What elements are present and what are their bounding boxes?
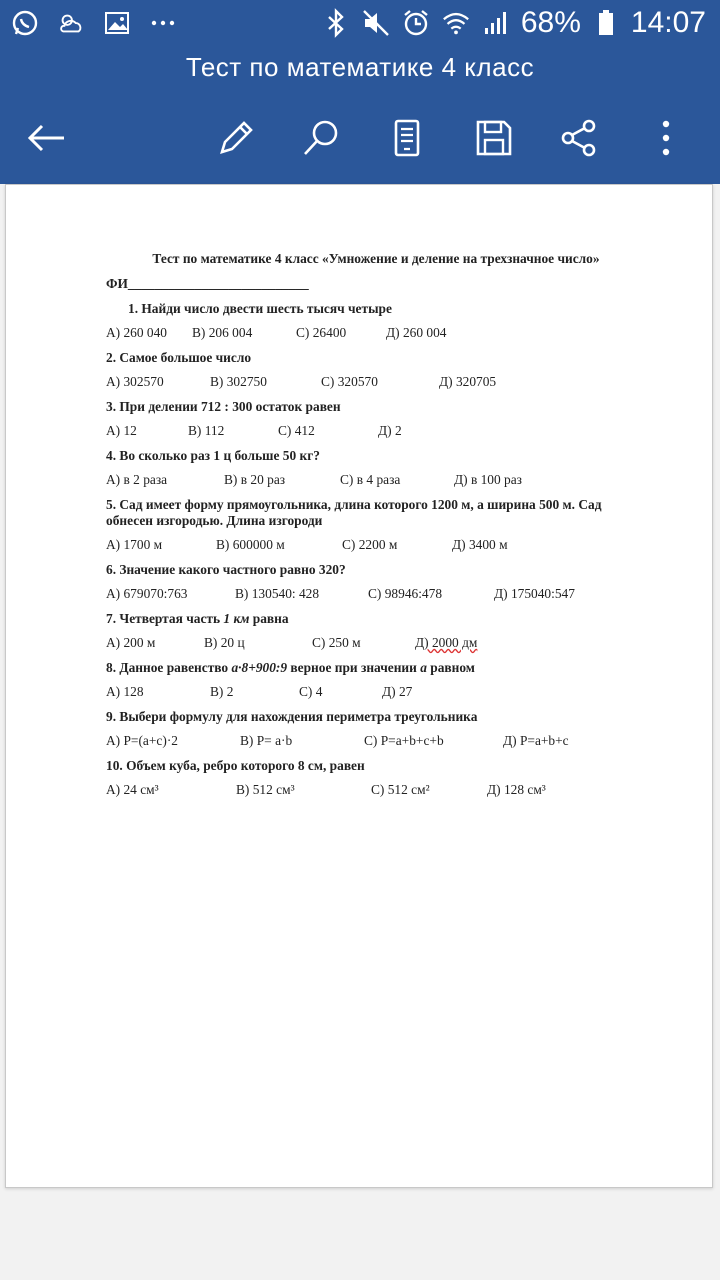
- save-button[interactable]: [472, 116, 516, 160]
- answer-option: А) 200 м: [106, 635, 156, 650]
- question-label: 3. При делении 712 : 300 остаток равен: [106, 399, 341, 414]
- question-text: [106, 611, 646, 627]
- more-vertical-icon: [660, 118, 672, 158]
- question-label: 1. Найди число двести шесть тысяч четыре: [128, 301, 392, 316]
- bluetooth-icon: [321, 8, 351, 38]
- answer-options: [106, 325, 646, 341]
- answer-option: А) 24 см³: [106, 782, 159, 797]
- answer-option: В) 206 004: [192, 325, 253, 340]
- answer-option: С) 412: [278, 423, 315, 438]
- alarm-icon: [401, 8, 431, 38]
- question-fragment: 7. Четвертая часть: [106, 611, 224, 626]
- mobile-view-icon: [392, 118, 422, 158]
- question-text: [106, 399, 646, 415]
- more-notifications-icon: [148, 8, 178, 38]
- answer-option: А) в 2 раза: [106, 472, 168, 487]
- back-button[interactable]: [24, 116, 68, 160]
- answer-option: Д) 128 см³: [487, 782, 546, 797]
- answer-option: В) 130540: 428: [235, 586, 320, 601]
- answer-option: В) в 20 раз: [224, 472, 286, 487]
- answer-option: А) Р=(а+с)·2: [106, 733, 178, 748]
- answer-option: С) 512 см²: [371, 782, 430, 797]
- mute-icon: [361, 8, 391, 38]
- share-icon: [559, 118, 599, 158]
- document-content: [106, 251, 646, 807]
- document-title-header: Тест по математике 4 класс: [185, 52, 535, 82]
- answer-options: [106, 586, 646, 602]
- question-text: [106, 350, 646, 366]
- answer-option: В) 600000 м: [216, 537, 285, 552]
- question-text: [106, 758, 646, 774]
- battery-percent: 68%: [520, 6, 581, 39]
- question-text: [106, 497, 646, 529]
- status-bar: [0, 0, 720, 50]
- answer-option: С) 4: [299, 684, 323, 699]
- question-label: 9. Выбери формулу для нахождения периметра треугольника: [106, 709, 478, 724]
- question-fragment: равном: [426, 660, 475, 675]
- clock: 14:07: [630, 6, 706, 39]
- question-label: 4. Во сколько раз 1 ц больше 50 кг?: [106, 448, 320, 463]
- answer-options: [106, 782, 646, 798]
- question-label: 10. Объем куба, ребро которого 8 см, равен: [106, 758, 365, 773]
- answer-options: [106, 537, 646, 553]
- answer-option: В) 20 ц: [204, 635, 245, 650]
- answer-option: Д) 3400 м: [452, 537, 508, 552]
- signal-icon: [481, 8, 511, 38]
- questions-list: [106, 301, 646, 798]
- back-arrow-icon: [26, 123, 66, 153]
- answer-option: Д) 2: [378, 423, 402, 438]
- question-label: [106, 660, 475, 675]
- mobile-view-button[interactable]: [385, 116, 429, 160]
- name-field-label: ФИ___________________________: [106, 276, 309, 291]
- answer-options: [106, 684, 646, 700]
- search-icon: [301, 118, 341, 158]
- pencil-icon: [216, 118, 256, 158]
- answer-option: С) 320570: [321, 374, 378, 389]
- toolbar: [0, 108, 720, 168]
- question-formula: 1 км: [223, 611, 250, 626]
- answer-option: А) 128: [106, 684, 144, 699]
- answer-options: [106, 374, 646, 390]
- question-label: [106, 611, 289, 626]
- answer-option: В) 112: [188, 423, 225, 438]
- question-label: 6. Значение какого частного равно 320?: [106, 562, 346, 577]
- answer-option: С) 98946:478: [368, 586, 443, 601]
- document-page[interactable]: [5, 184, 713, 1188]
- answer-options: [106, 472, 646, 488]
- answer-option: С) 2200 м: [342, 537, 398, 552]
- answer-option: В) 2: [210, 684, 234, 699]
- answer-option: В) Р= а·b: [240, 733, 293, 748]
- answer-option: В) 302750: [210, 374, 267, 389]
- question-text: [106, 301, 646, 317]
- answer-option: С) 26400: [296, 325, 347, 340]
- more-options-button[interactable]: [644, 116, 688, 160]
- answer-option: А) 12: [106, 423, 137, 438]
- answer-options: [106, 423, 646, 439]
- answer-option: С) 250 м: [312, 635, 361, 650]
- question-label: 5. Сад имеет форму прямоугольника, длина которого 1200 м, а ширина 500 м. Сад обнесен изгородью. Длина изгороди: [106, 497, 602, 528]
- answer-option: Д) 320705: [439, 374, 497, 389]
- answer-option: Д) 2000 дм: [415, 635, 478, 650]
- question-fragment: 8. Данное равенство: [106, 660, 232, 675]
- answer-options: [106, 733, 646, 749]
- battery-icon: [591, 8, 621, 38]
- question-fragment: верное при значении: [287, 660, 421, 675]
- app-bar: [0, 0, 720, 184]
- search-button[interactable]: [299, 116, 343, 160]
- question-label: 2. Самое большое число: [106, 350, 252, 365]
- share-button[interactable]: [557, 116, 601, 160]
- answer-option: С) в 4 раза: [340, 472, 401, 487]
- question-text: [106, 660, 646, 676]
- question-text: [106, 709, 646, 725]
- weather-icon: [56, 8, 86, 38]
- whatsapp-icon: [10, 8, 40, 38]
- wifi-icon: [441, 8, 471, 38]
- answer-option: Д) Р=а+b+с: [503, 733, 569, 748]
- answer-option: С) Р=а+b+с+b: [364, 733, 444, 748]
- answer-options: [106, 635, 646, 651]
- test-title: Тест по математике 4 класс «Умножение и деление на трехзначное число»: [152, 251, 600, 266]
- question-text: [106, 562, 646, 578]
- answer-option: Д) 175040:547: [494, 586, 575, 601]
- question-fragment: равна: [249, 611, 289, 626]
- answer-option: А) 260 040: [106, 325, 167, 340]
- question-formula: а·8+900:9: [231, 660, 288, 675]
- answer-option: А) 679070:763: [106, 586, 188, 601]
- question-text: [106, 448, 646, 464]
- answer-option: А) 1700 м: [106, 537, 163, 552]
- question-formula: а: [420, 660, 427, 675]
- answer-option: Д) в 100 раз: [454, 472, 522, 487]
- answer-option: Д) 27: [382, 684, 413, 699]
- answer-option: А) 302570: [106, 374, 164, 389]
- image-icon: [102, 8, 132, 38]
- save-icon: [474, 118, 514, 158]
- answer-option: В) 512 см³: [236, 782, 295, 797]
- edit-button[interactable]: [214, 116, 258, 160]
- answer-option: Д) 260 004: [386, 325, 447, 340]
